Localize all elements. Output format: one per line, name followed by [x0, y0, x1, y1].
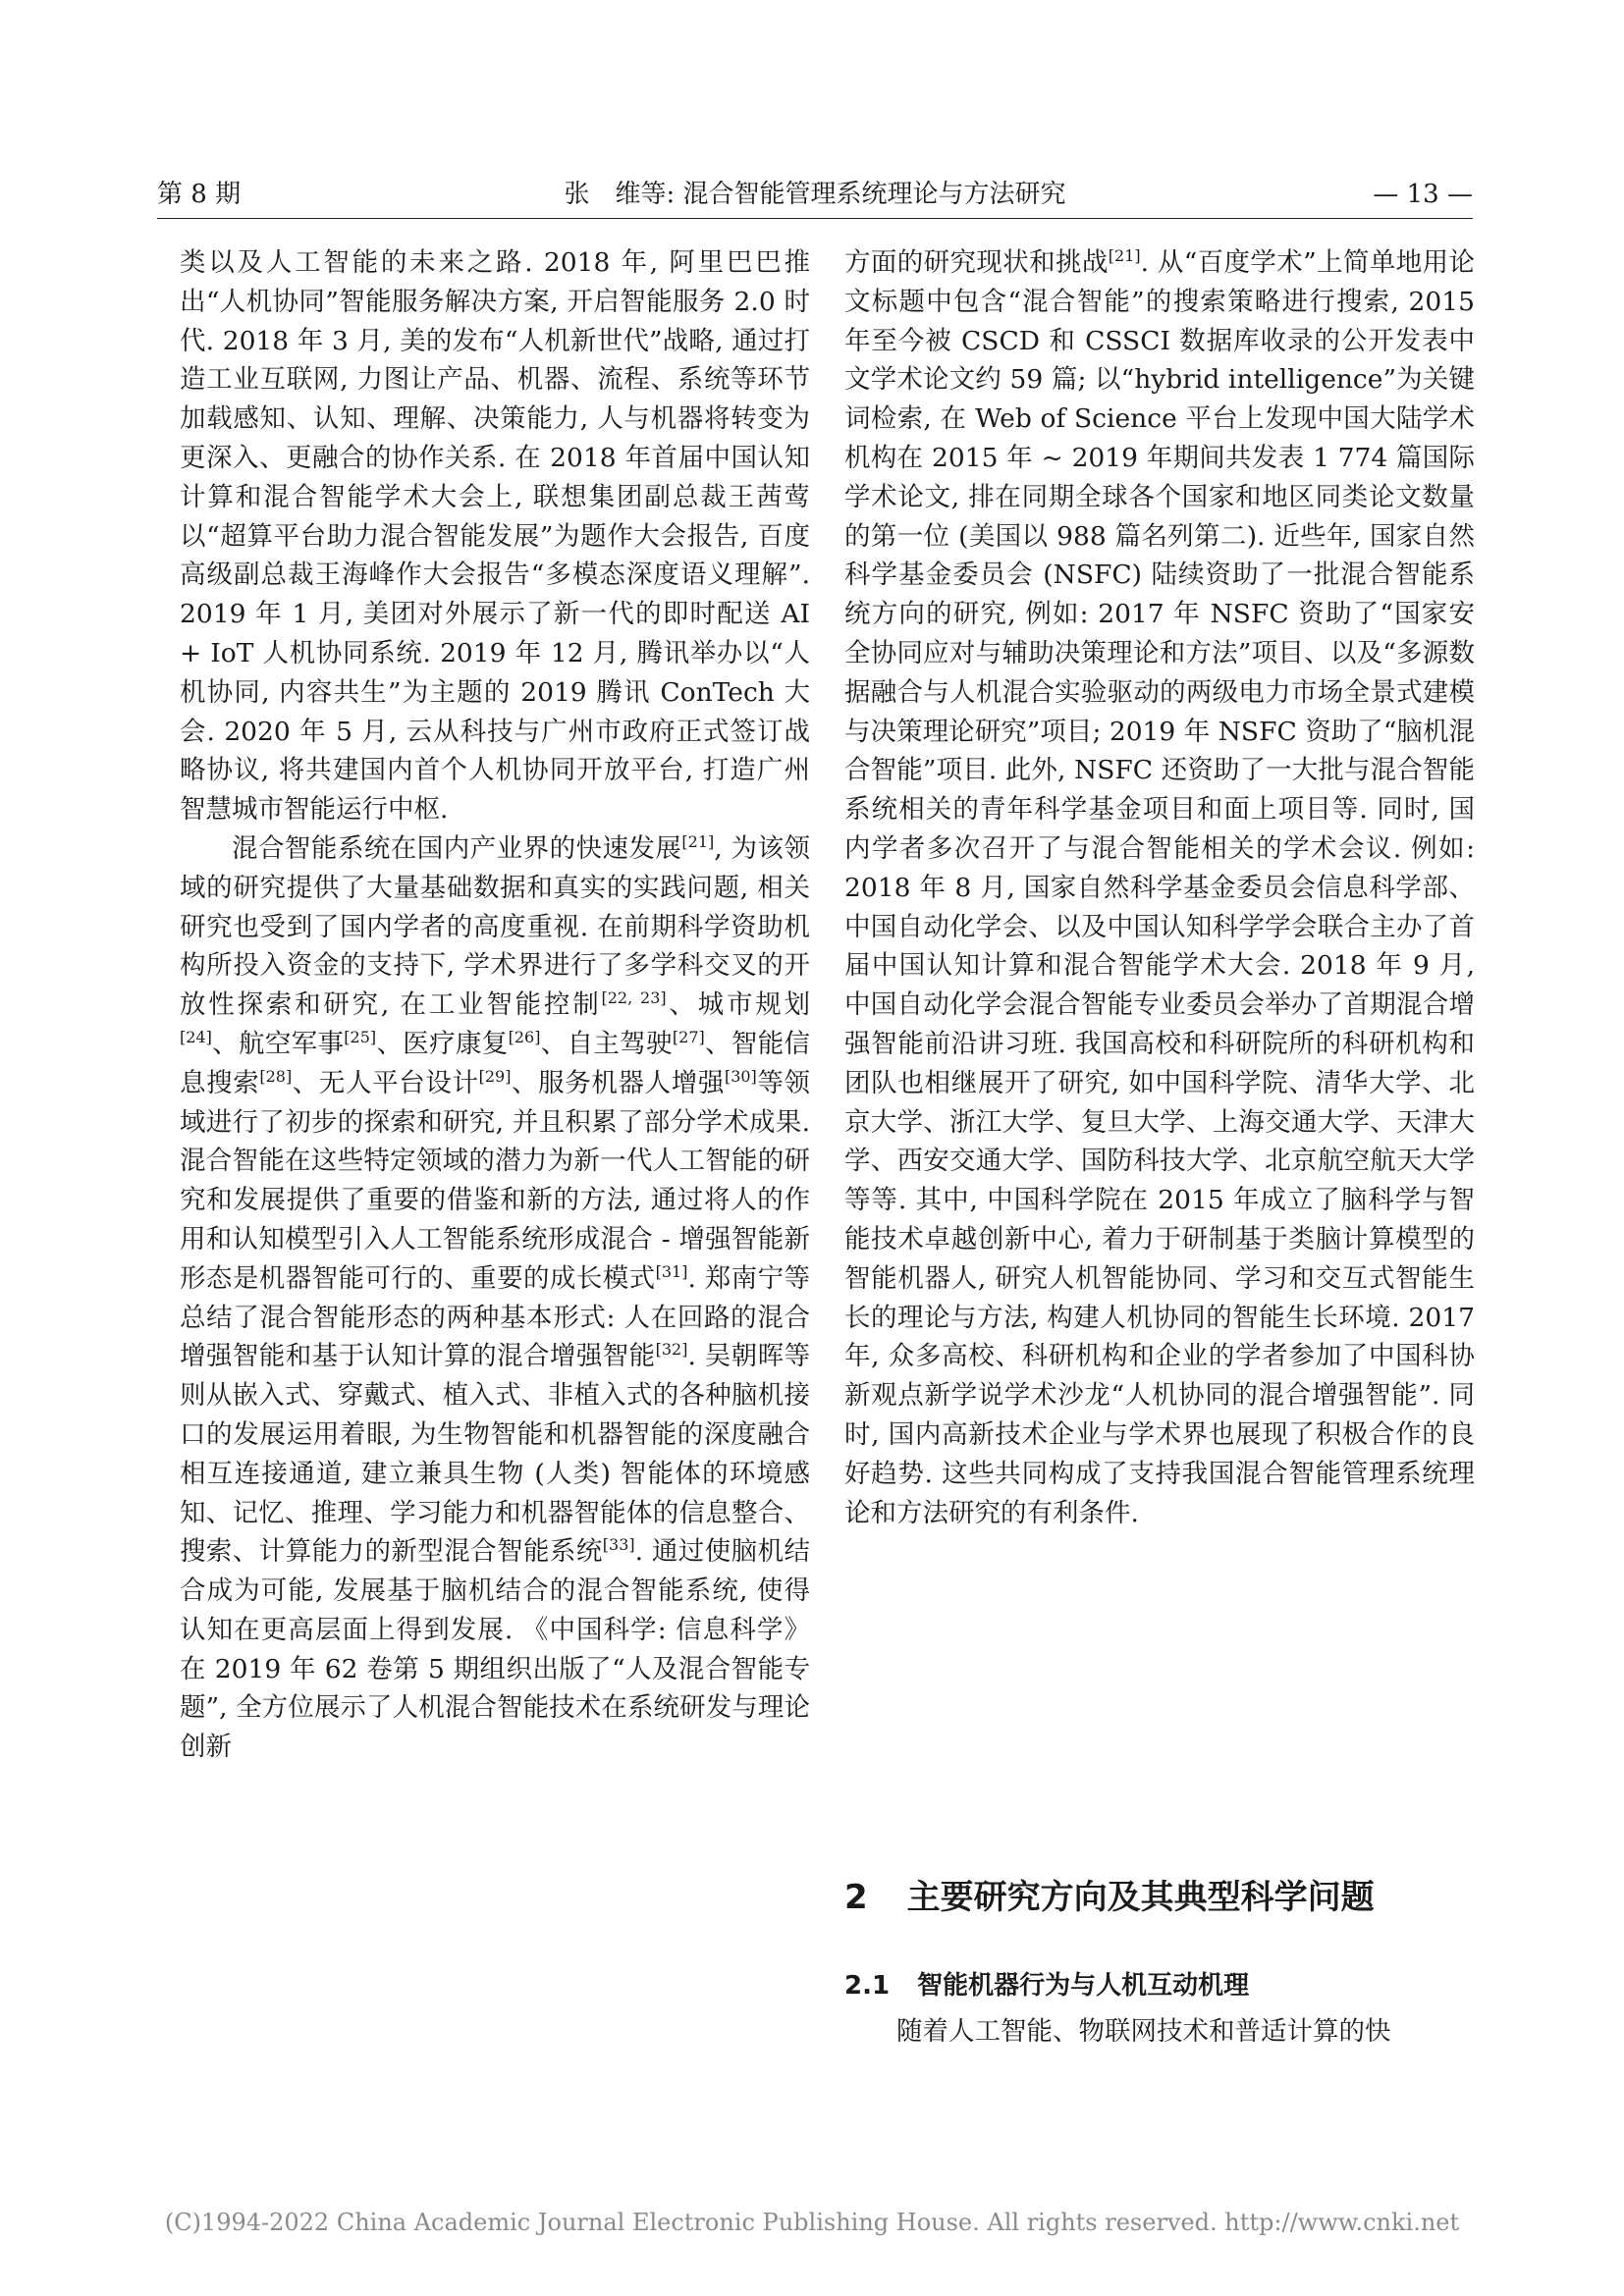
- text-run: 、自主驾驶: [540, 1028, 673, 1059]
- copyright-footer: (C)1994-2022 China Academic Journal Electronic Publishing House. All rights reserved. http://www.cnki.net: [164, 2209, 1460, 2236]
- paragraph: 随着人工智能、物联网技术和普适计算的快: [896, 2016, 1391, 2047]
- citation: [24]: [180, 1028, 212, 1047]
- issue-label: 第 8 期: [157, 180, 242, 209]
- citation: [21]: [1108, 246, 1141, 266]
- citation: [29]: [478, 1066, 512, 1086]
- text-run: . 郑南宁等总结了混合智能形态的两种基本形式: 人在回路的混合增强智能和基于认知计算的混合增强智能: [180, 1262, 810, 1372]
- running-title: 张 维等: 混合智能管理系统理论与方法研究: [564, 180, 1066, 209]
- running-header: [157, 175, 1473, 216]
- paragraph: [844, 243, 1475, 1532]
- citation: [21]: [681, 832, 715, 852]
- text-run: . 通过使脑机结合成为可能, 发展基于脑机结合的混合智能系统, 使得认知在更高层面上得到发展. 《中国科学: 信息科学》在 2019 年 62 卷第 5 期组织出版了“人及混合智能专题”, 全方位展示了人机混合智能技术在系统研发与理论创新: [180, 1536, 810, 1763]
- left-column: [180, 243, 810, 1767]
- text-run: 等领域进行了初步的探索和研究, 并且积累了部分学术成果. 混合智能在这些特定领域的潜力为新一代人工智能的研究和发展提供了重要的借鉴和新的方法, 通过将人的作用和认知模型引入人工智能系统形成混合 - 增强智能新形态是机器智能可行的、重要的成长模式: [180, 1067, 811, 1294]
- citation: [33]: [602, 1535, 635, 1555]
- text-run: . 吴朝晖等则从嵌入式、穿戴式、植入式、非植入式的各种脑机接口的发展运用着眼, 为生物智能和机器智能的深度融合相互连接通道, 建立兼具生物 (人类) 智能体的环境感知、记忆、推理、学习能力和机器智能体的信息整合、搜索、计算能力的新型混合智能系统: [180, 1341, 810, 1568]
- text-run: 、城市规划: [666, 989, 810, 1021]
- subsection-number: 2.1: [844, 1971, 891, 2001]
- section-title: 主要研究方向及其典型科学问题: [906, 1878, 1375, 1917]
- subsection-heading: [844, 1965, 1249, 2002]
- paragraph: 类以及人工智能的未来之路. 2018 年, 阿里巴巴推出“人机协同”智能服务解决方案, 开启智能服务 2.0 时代. 2018 年 3 月, 美的发布“人机新世代”战略, 通过打造工业互联网, 力图让产品、机器、流程、系统等环节加载感知、认知、理解、决策能力, 人与机器将转变为更深入、更融合的协作关系. 在 2018 年首届中国认知计算和混合智能学术大会上, 联想集团副总裁王茜莺以“超算平台助力混合智能发展”为题作大会报告, 百度高级副总裁王海峰作大会报告“多模态深度语义理解”. 2019 年 1 月, 美团对外展示了新一代的即时配送 AI + IoT 人机协同系统. 2019 年 12 月, 腾讯举办以“人机协同, 内容共生”为主题的 2019 腾讯 ConTech 大会. 2020 年 5 月, 云从科技与广州市政府正式签订战略协议, 将共建国内首个人机协同开放平台, 打造广州智慧城市智能运行中枢.: [180, 247, 810, 826]
- right-column: [844, 243, 1475, 1532]
- paragraph: [180, 829, 810, 1767]
- text-run: 、航空军事: [211, 1028, 345, 1059]
- citation: [30]: [724, 1066, 757, 1086]
- subsection-title: 智能机器行为与人机互动机理: [917, 1971, 1250, 2001]
- citation: [32]: [655, 1340, 688, 1360]
- section-number: 2: [844, 1878, 868, 1917]
- citation: [26]: [508, 1028, 541, 1047]
- text-run: 、医疗康复: [376, 1028, 509, 1059]
- citation: [28]: [259, 1066, 293, 1086]
- text-run: 、无人平台设计: [292, 1067, 479, 1098]
- citation: [31]: [655, 1261, 688, 1281]
- text-run: 、服务机器人增强: [511, 1067, 725, 1098]
- text-run: 方面的研究现状和挑战: [844, 247, 1109, 278]
- header-rule: [157, 218, 1473, 219]
- page-number: — 13 —: [1373, 180, 1473, 209]
- citation: [25]: [344, 1028, 377, 1047]
- text-run: , 为该领域的研究提供了大量基础数据和真实的实践问题, 相关研究也受到了国内学者的高度重视. 在前期科学资助机构所投入资金的支持下, 学术界进行了多学科交叉的开放性探索和研究, 在工业智能控制: [180, 832, 810, 1021]
- citation: [22, 23]: [601, 988, 667, 1008]
- section-heading: [844, 1870, 1375, 1918]
- citation: [27]: [672, 1028, 705, 1047]
- text-run: 混合智能系统在国内产业界的快速发展: [232, 832, 682, 864]
- text-run: 、智能信息搜索: [180, 1028, 811, 1098]
- text-run: . 从“百度学术”上简单地用论文标题中包含“混合智能”的搜索策略进行搜索, 2015 年至今被 CSCD 和 CSSCI 数据库收录的公开发表中文学术论文约 59 篇; 以“hybrid intelligence”为关键词检索, 在 Web of Science 平台上发现中国大陆学术机构在 2015 年 ~ 2019 年期间共发表 1 774 篇国际学术论文, 排在同期全球各个国家和地区同类论文数量的第一位 (美国以 988 篇名列第二). 近些年, 国家自然科学基金委员会 (NSFC) 陆续资助了一批混合智能系统方向的研究, 例如: 2017 年 NSFC 资助了“国家安全协同应对与辅助决策理论和方法”项目、以及“多源数据融合与人机混合实验驱动的两级电力市场全景式建模与决策理论研究”项目; 2019 年 NSFC 资助了“脑机混合智能”项目. 此外, NSFC 还资助了一大批与混合智能系统相关的青年科学基金项目和面上项目等. 同时, 国内学者多次召开了与混合智能相关的学术会议. 例如: 2018 年 8 月, 国家自然科学基金委员会信息科学部、中国自动化学会、以及中国认知科学学会联合主办了首届中国认知计算和混合智能学术大会. 2018 年 9 月, 中国自动化学会混合智能专业委员会举办了首期混合增强智能前沿讲习班. 我国高校和科研院所的科研机构和团队也相继展开了研究, 如中国科学院、清华大学、北京大学、浙江大学、复旦大学、上海交通大学、天津大学、西安交通大学、国防科技大学、北京航空航天大学等等. 其中, 中国科学院在 2015 年成立了脑科学与智能技术卓越创新中心, 着力于研制基于类脑计算模型的智能机器人, 研究人机智能协同、学习和交互式智能生长的理论与方法, 构建人机协同的智能生长环境. 2017 年, 众多高校、科研机构和企业的学者参加了中国科协新观点新学说学术沙龙“人机协同的混合增强智能”. 同时, 国内高新技术企业与学术界也展现了积极合作的良好趋势. 这些共同构成了支持我国混合智能管理系统理论和方法研究的有利条件.: [844, 247, 1476, 1528]
